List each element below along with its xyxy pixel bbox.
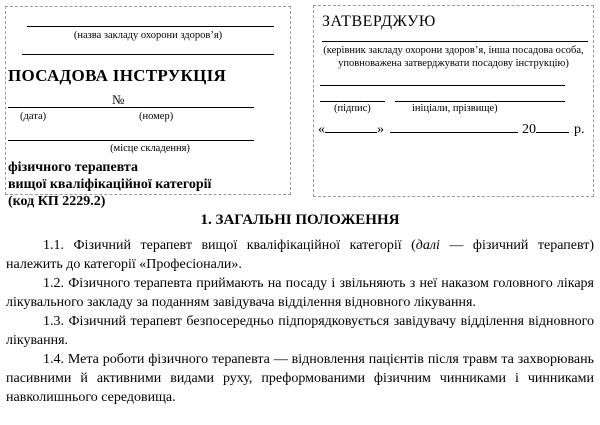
position-title-line-1: фізичного терапевта [8, 160, 138, 175]
date-number-blank-line [8, 92, 254, 108]
approval-date-row [318, 120, 593, 138]
year-blank-line [536, 120, 569, 133]
org-name-blank-line [27, 26, 274, 27]
initials-blank-line [395, 89, 565, 102]
place-caption: (місце складення) [110, 143, 190, 154]
section-heading: 1. ЗАГАЛЬНІ ПОЛОЖЕННЯ [200, 212, 400, 228]
signature-blank-line [320, 89, 385, 102]
number-caption: (номер) [139, 111, 174, 122]
org-name-blank-line-2 [22, 54, 274, 55]
day-blank-line [325, 120, 377, 133]
signature-caption: (підпис) [334, 103, 371, 114]
year-prefix: 20 [522, 122, 536, 137]
initials-caption: ініціали, прізвище) [412, 103, 498, 114]
month-blank-line [390, 120, 518, 133]
close-quote: » [377, 122, 384, 137]
document-header-box [5, 6, 291, 209]
signature-captions [314, 102, 593, 115]
approval-box [313, 5, 594, 197]
paragraph-1-3: 1.3. Фізичний терапевт безпосередньо підпорядковується завідувачу відділення відновного лікування. [6, 314, 594, 348]
paragraph-1-1-italic-term: далі [415, 238, 440, 253]
section-general-provisions [6, 207, 594, 407]
approver-blank-line-2 [320, 85, 565, 86]
date-caption: (дата) [20, 111, 47, 122]
number-sign: № [112, 92, 125, 107]
position-title-line-2: вищої кваліфікаційної категорії [8, 177, 212, 192]
paragraph-1-1 [6, 236, 594, 274]
document-title: ПОСАДОВА ІНСТРУКЦІЯ [8, 66, 227, 85]
position-title [8, 159, 290, 210]
open-quote: « [318, 122, 325, 137]
signature-row [320, 89, 593, 101]
place-blank-line [8, 140, 254, 141]
year-suffix: р. [574, 122, 585, 137]
paragraph-1-1-text-start: 1.1. Фізичний терапевт вищої кваліфікаційної категорії ( [43, 238, 416, 253]
paragraph-1-1-text-end: — фізичний терапевт) належить до категорії «Професіонали». [6, 238, 594, 272]
approve-heading: ЗАТВЕРДЖУЮ [322, 13, 436, 30]
date-number-captions [6, 110, 290, 123]
org-name-caption: (назва закладу охорони здоров’я) [73, 30, 223, 41]
paragraph-1-2: 1.2. Фізичного терапевта приймають на посаду і звільняють з неї наказом головного лікаря лікувального закладу за поданням завідувача відділення відновного лікування. [6, 276, 594, 310]
paragraph-1-4: 1.4. Мета роботи фізичного терапевта — відновлення пацієнтів після травм та захворювань пасивними й активними видами руху, преформованими фізичним чинниками і чинниками навколишнього середовища. [6, 352, 594, 405]
approver-caption-line-2: уповноважена затверджувати посадову інструкцію) [338, 58, 569, 69]
approver-caption-line-1: (керівник закладу охорони здоров’я, інша посадова особа, [323, 45, 584, 56]
position-title-line-3: (код КП 2229.2) [8, 194, 106, 209]
approver-blank-line [322, 41, 588, 42]
